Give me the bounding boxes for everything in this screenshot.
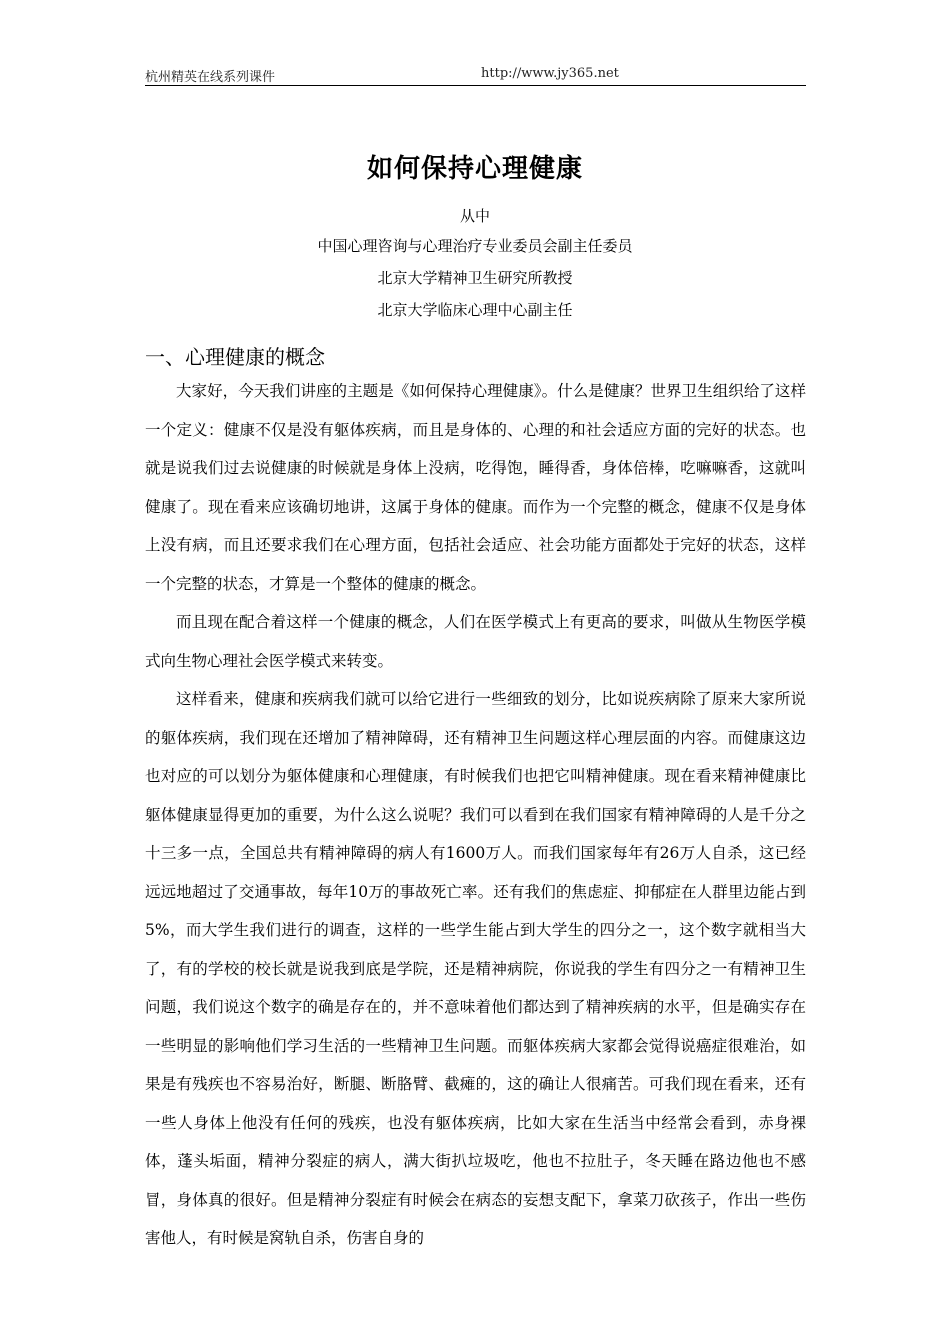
- author-affiliation: 中国心理咨询与心理治疗专业委员会副主任委员: [317, 237, 633, 255]
- author-name: 从中: [459, 207, 490, 225]
- document-title: 如何保持心理健康: [366, 154, 583, 184]
- paragraph: 大家好，今天我们讲座的主题是《如何保持心理健康》。什么是健康？世界卫生组织给了这样一个定义：健康不仅是没有躯体疾病，而且是身体的、心理的和社会适应方面的完好的状态。也就是说我们过去说健康的时候就是身体上没病，吃得饱，睡得香，身体倍棒，吃嘛嘛香，这就叫健康了。现在看来应该确切地讲，这属于身体的健康。而作为一个完整的概念，健康不仅是身体上没有病，而且还要求我们在心理方面，包括社会适应、社会功能方面都处于完好的状态，这样一个完整的状态，才算是一个整体的健康的概念。: [145, 382, 806, 593]
- paragraph: 这样看来，健康和疾病我们就可以给它进行一些细致的划分，比如说疾病除了原来大家所说的躯体疾病，我们现在还增加了精神障碍，还有精神卫生问题这样心理层面的内容。而健康这边也对应的可以划分为躯体健康和心理健康，有时候我们也把它叫精神健康。现在看来精神健康比躯体健康显得更加的重要，为什么这么说呢？我们可以看到在我们国家有精神障碍的人是千分之十三多一点，全国总共有精神障碍的病人有1600万人。而我们国家每年有26万人自杀，这已经远远地超过了交通事故，每年10万的事故死亡率。还有我们的焦虑症、抑郁症在人群里边能占到5%，而大学生我们进行的调查，这样的一些学生能占到大学生的四分之一，这个数字就相当大了，有的学校的校长就是说我到底是学院，还是精神病院，你说我的学生有四分之一有精神卫生问题，我们说这个数字的确是存在的，并不意味着他们都达到了精神疾病的水平，但是确实存在一些明显的影响他们学习生活的一些精神卫生问题。而躯体疾病大家都会觉得说癌症很难治，如果是有残疾也不容易治好，断腿、断胳臂、截瘫的，这的确让人很痛苦。可我们现在看来，还有一些人身体上他没有任何的残疾，也没有躯体疾病，比如大家在生活当中经常会看到，赤身裸体，蓬头垢面，精神分裂症的病人，满大街扒垃圾吃，他也不拉肚子，冬天睡在路边他也不感冒，身体真的很好。但是精神分裂症有时候会在病态的妄想支配下，拿菜刀砍孩子，作出一些伤害他人，有时候是窝轨自杀，伤害自身的: [145, 690, 806, 1247]
- author-affiliation: 北京大学精神卫生研究所教授: [377, 269, 573, 287]
- section-heading: 一、心理健康的概念: [145, 345, 325, 369]
- paragraph: 而且现在配合着这样一个健康的概念，人们在医学模式上有更高的要求，叫做从生物医学模式向生物心理社会医学模式来转变。: [145, 613, 806, 670]
- author-affiliation: 北京大学临床心理中心副主任: [377, 301, 573, 319]
- body-text: [145, 372, 806, 1258]
- header-url[interactable]: http://www.jy365.net: [481, 66, 619, 81]
- running-header: [145, 66, 806, 86]
- author-block: [0, 206, 950, 326]
- header-course-series: 杭州精英在线系列课件: [145, 70, 276, 85]
